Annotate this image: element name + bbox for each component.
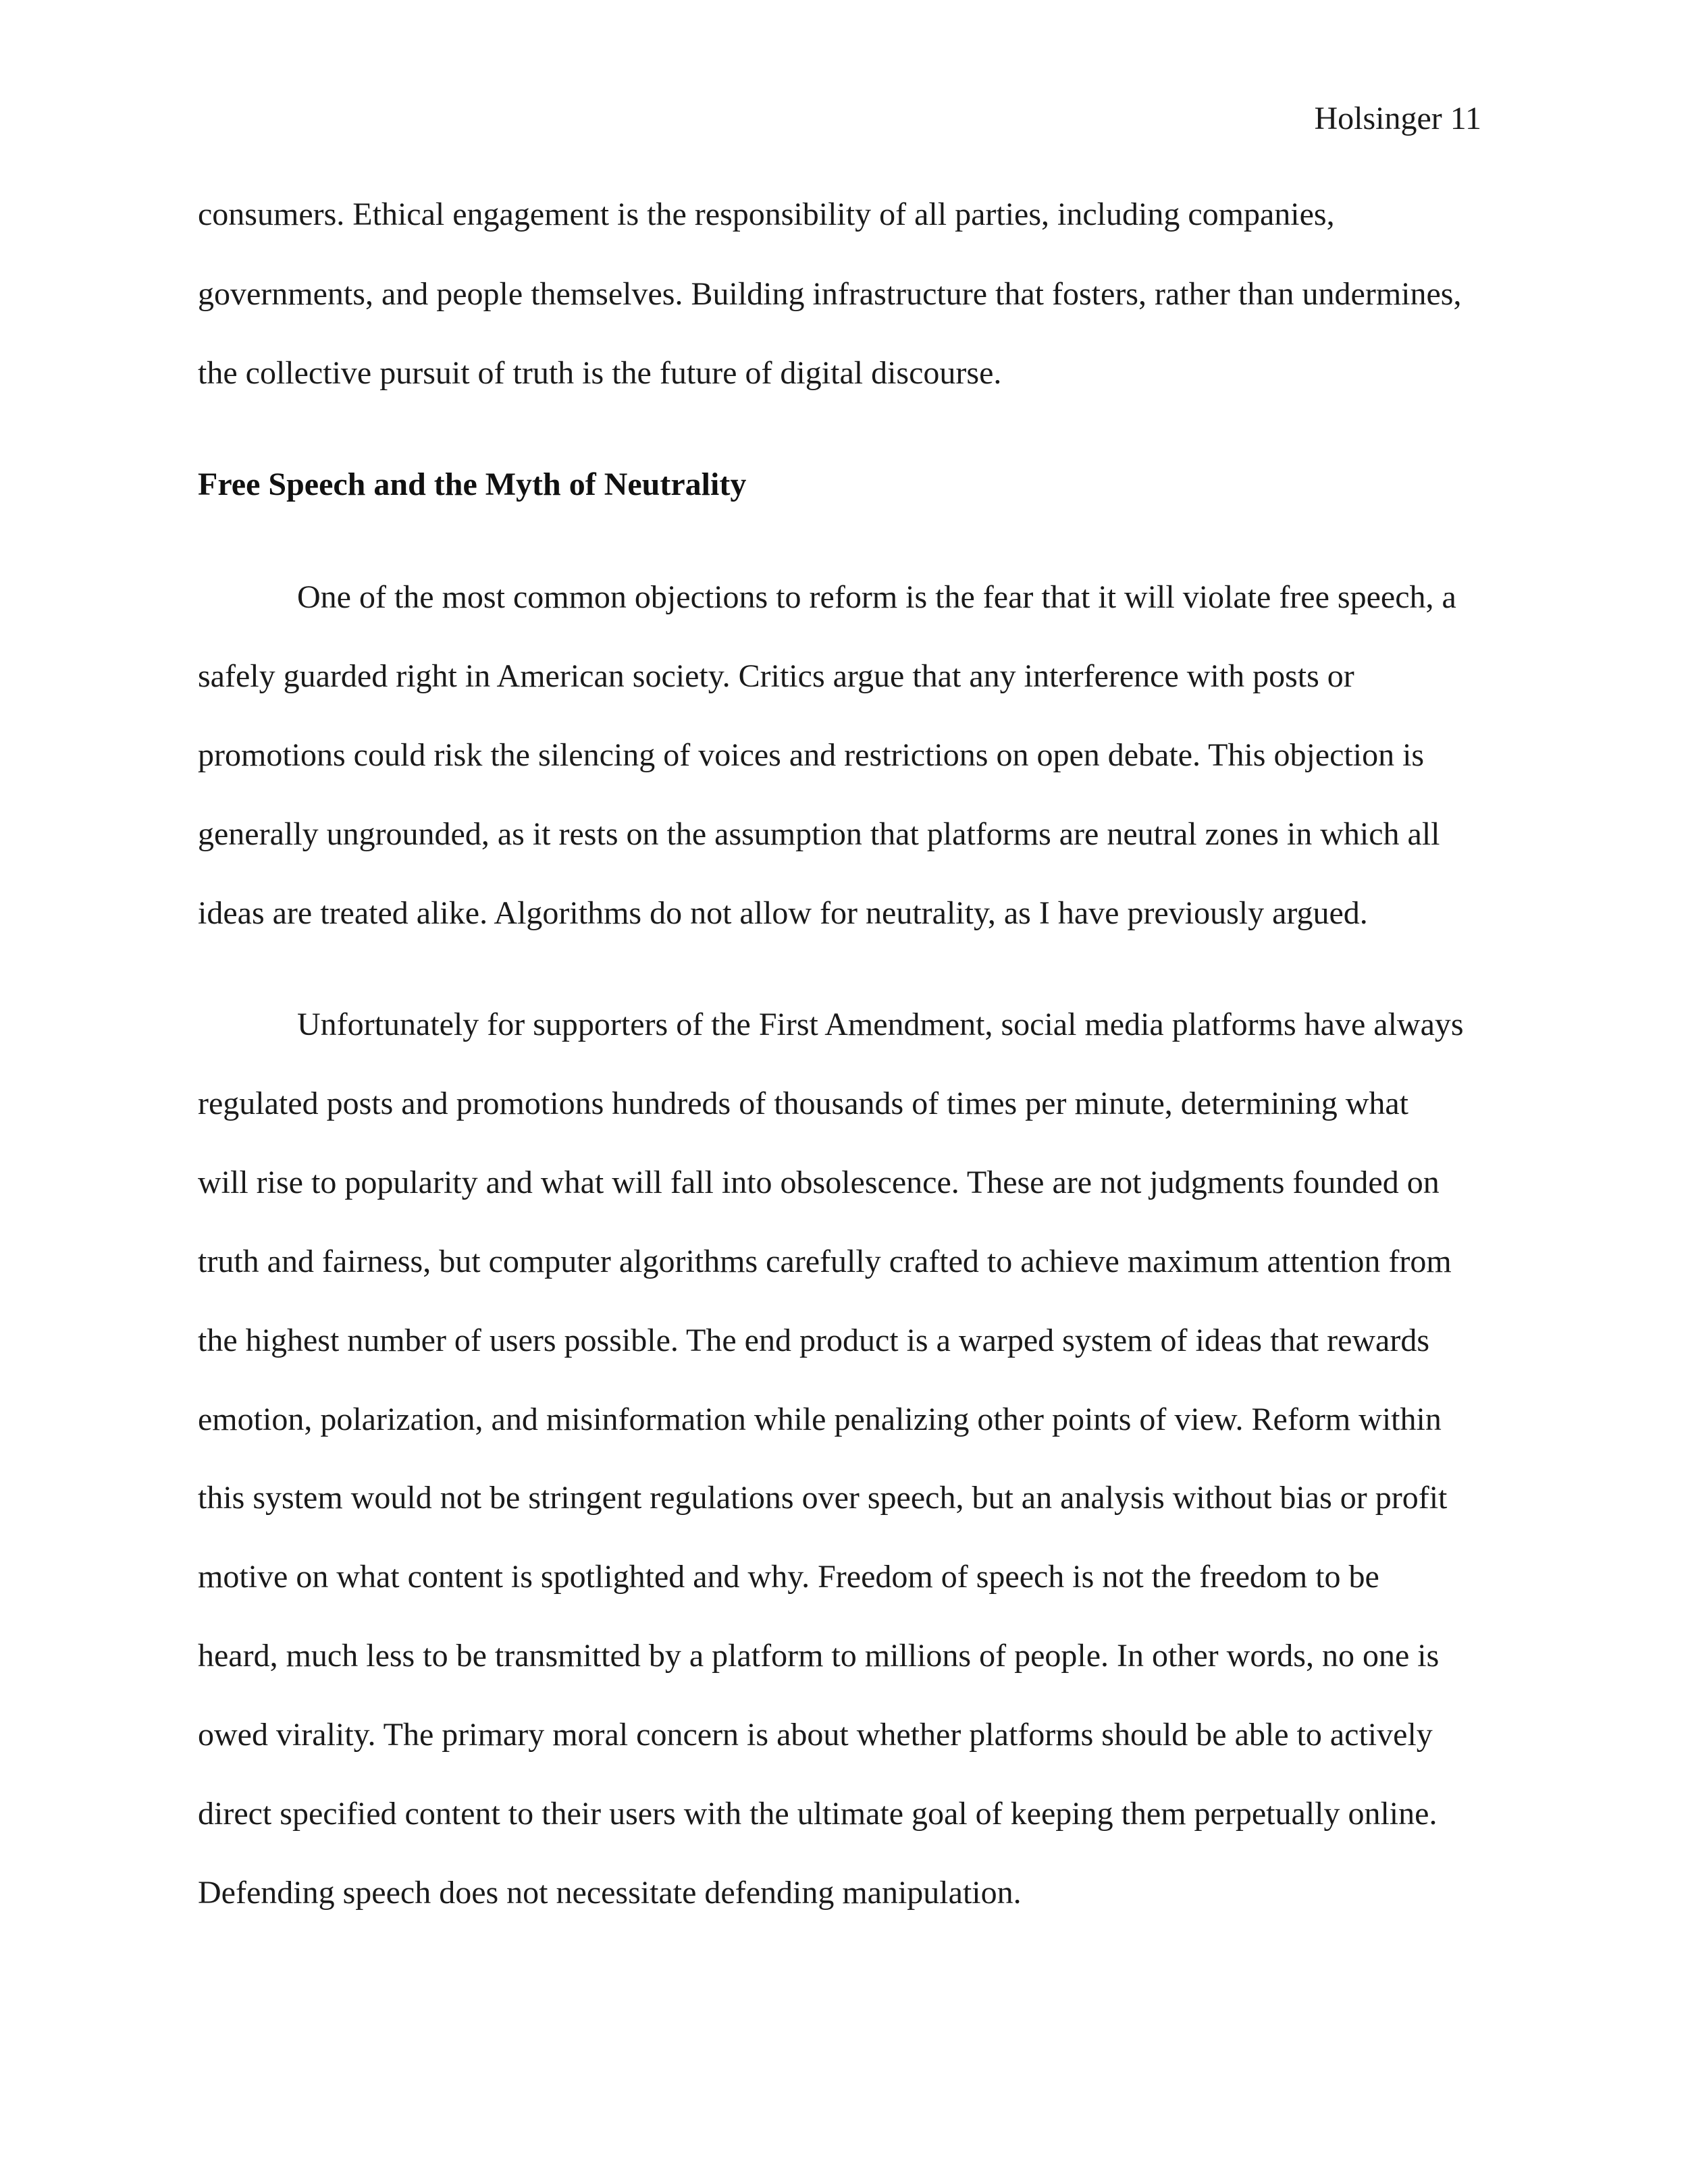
paragraph-3-line-11: direct specified content to their users with the ultimate goal of keeping them perpetually online. bbox=[198, 1796, 1438, 1832]
paragraph-3-line-6: emotion, polarization, and misinformation while penalizing other points of view. Reform within bbox=[198, 1402, 1442, 1437]
paragraph-3-line-10: owed virality. The primary moral concern is about whether platforms should be able to actively bbox=[198, 1717, 1433, 1753]
paragraph-2-line-3: promotions could risk the silencing of voices and restrictions on open debate. This objection is bbox=[198, 737, 1425, 773]
paragraph-2-line-1: One of the most common objections to reform is the fear that it will violate free speech, a bbox=[297, 579, 1456, 615]
paragraph-1-line-3: the collective pursuit of truth is the future of digital discourse. bbox=[198, 355, 1002, 391]
paragraph-2-line-2: safely guarded right in American society. Critics argue that any interference with posts or bbox=[198, 658, 1354, 694]
paragraph-1-line-1: consumers. Ethical engagement is the responsibility of all parties, including companies, bbox=[198, 196, 1335, 232]
section-heading: Free Speech and the Myth of Neutrality bbox=[198, 467, 747, 502]
paragraph-3-line-1: Unfortunately for supporters of the First Amendment, social media platforms have always bbox=[297, 1007, 1464, 1042]
paragraph-3-line-9: heard, much less to be transmitted by a platform to millions of people. In other words, no one is bbox=[198, 1638, 1440, 1674]
paragraph-3-line-5: the highest number of users possible. The end product is a warped system of ideas that rewards bbox=[198, 1323, 1429, 1358]
paragraph-3-line-7: this system would not be stringent regulations over speech, but an analysis without bias or profit bbox=[198, 1480, 1448, 1516]
paragraph-1-line-2: governments, and people themselves. Building infrastructure that fosters, rather than undermines, bbox=[198, 276, 1462, 312]
paragraph-3-line-8: motive on what content is spotlighted and why. Freedom of speech is not the freedom to be bbox=[198, 1559, 1379, 1595]
paragraph-3-line-2: regulated posts and promotions hundreds of thousands of times per minute, determining what bbox=[198, 1086, 1409, 1121]
paragraph-3-line-3: will rise to popularity and what will fall into obsolescence. These are not judgments founded on bbox=[198, 1165, 1440, 1200]
running-head: Holsinger 11 bbox=[1314, 101, 1481, 136]
paragraph-3-line-4: truth and fairness, but computer algorithms carefully crafted to achieve maximum attention from bbox=[198, 1244, 1452, 1279]
paragraph-2-line-4: generally ungrounded, as it rests on the assumption that platforms are neutral zones in which all bbox=[198, 816, 1440, 852]
paragraph-2-line-5: ideas are treated alike. Algorithms do not allow for neutrality, as I have previously argued. bbox=[198, 895, 1368, 931]
paragraph-3-line-12: Defending speech does not necessitate defending manipulation. bbox=[198, 1875, 1022, 1911]
